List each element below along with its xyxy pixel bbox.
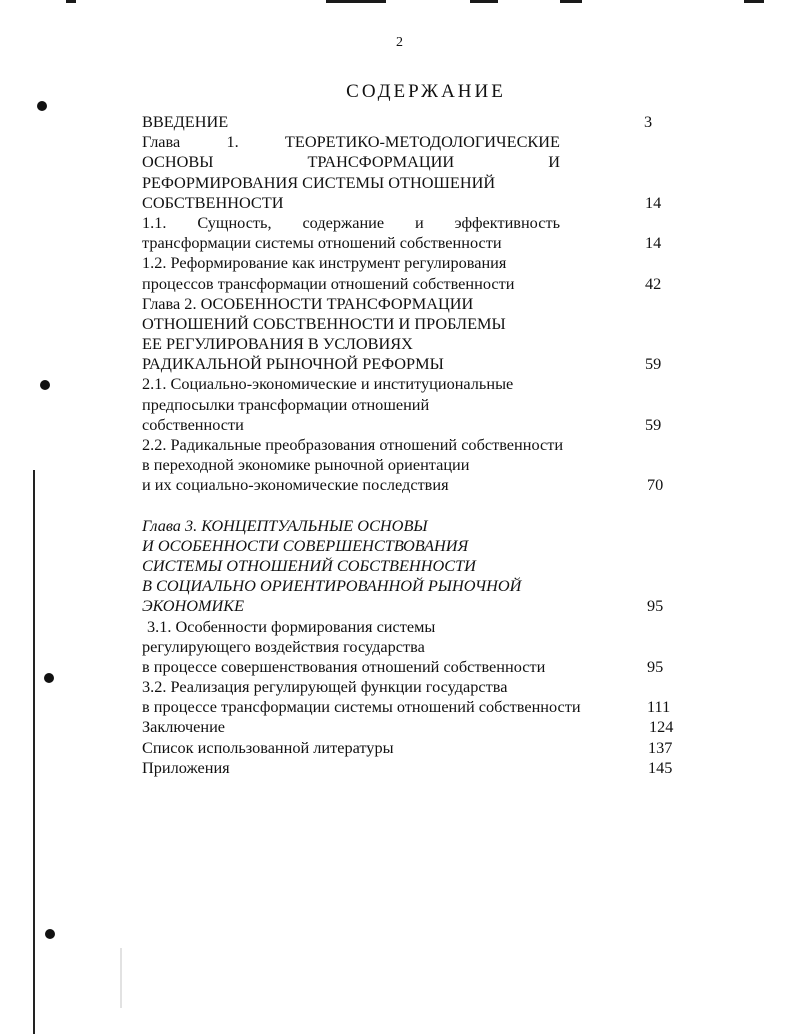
toc-line: СИСТЕМЫ ОТНОШЕНИЙ СОБСТВЕННОСТИ [142,555,476,575]
toc-line: трансформации системы отношений собственности 14 [142,233,662,253]
toc-line: в процессе совершенствования отношений собственности 95 [142,656,664,676]
toc-line: Список использованной литературы 137 [142,737,673,757]
toc-line: И ОСОБЕННОСТИ СОВЕРШЕНСТВОВАНИЯ [142,535,469,555]
scan-artifact-mark [66,0,76,3]
toc-line: Приложения 145 [142,757,673,777]
toc-line: 2.2. Радикальные преобразования отношений собственности [142,435,564,454]
punch-hole-dot [40,380,50,390]
toc-page-number: 111 [647,697,671,717]
punch-hole-dot [45,929,55,939]
section-spacer [142,496,682,516]
toc-page-number: 3 [644,112,653,131]
toc-line: и их социально-экономические последствия 70 [142,475,664,495]
page-title: СОДЕРЖАНИЕ [346,81,506,102]
toc-line: Глава 1. ТЕОРЕТИКО-МЕТОДОЛОГИЧЕСКИЕ [142,132,560,152]
toc-page-number: 124 [649,717,674,737]
toc-page-number: 137 [648,737,673,757]
toc-page-number: 70 [647,475,664,495]
toc-line: 1.2. Реформирование как инструмент регулирования [142,253,507,273]
toc-line: регулирующего воздействия государства [142,636,425,656]
toc-line: 1.1. Сущность, содержание и эффективность [142,212,560,232]
scan-artifact-line [120,948,122,1008]
toc-line: 3.2. Реализация регулирующей функции государства [142,677,508,697]
toc-page-number: 145 [648,757,673,777]
scan-artifact-mark [744,0,764,3]
table-of-contents [142,112,682,778]
toc-line: Глава 2. ОСОБЕННОСТИ ТРАНСФОРМАЦИИ [142,293,474,313]
toc-line: в переходной экономике рыночной ориентации [142,455,470,475]
toc-line: собственности 59 [142,414,662,434]
toc-line: РЕФОРМИРОВАНИЯ СИСТЕМЫ ОТНОШЕНИЙ [142,172,496,192]
toc-line: 3.1. Особенности формирования системы [147,616,436,636]
toc-line: в процессе трансформации системы отношений собственности 111 [142,697,671,717]
toc-line: РАДИКАЛЬНОЙ РЫНОЧНОЙ РЕФОРМЫ 59 [142,354,662,374]
toc-line: Глава 3. КОНЦЕПТУАЛЬНЫЕ ОСНОВЫ [142,515,428,535]
toc-page-number: 59 [645,354,662,374]
toc-line: СОБСТВЕННОСТИ 14 [142,192,662,212]
toc-page-number: 95 [647,596,664,616]
punch-hole-dot [44,673,54,683]
scan-artifact-mark [560,0,582,3]
toc-line: В СОЦИАЛЬНО ОРИЕНТИРОВАННОЙ РЫНОЧНОЙ [142,576,522,596]
toc-line: ЭКОНОМИКЕ 95 [142,596,664,616]
binder-edge-line [33,470,35,1034]
toc-page-number: 95 [647,656,664,676]
toc-line: Заключение 124 [142,717,674,737]
toc-line: процессов трансформации отношений собственности 42 [142,273,662,293]
toc-line: ОТНОШЕНИЙ СОБСТВЕННОСТИ И ПРОБЛЕМЫ [142,313,506,333]
toc-line: 2.1. Социально-экономические и институциональные [142,374,514,394]
toc-page-number: 59 [645,414,662,434]
page-number: 2 [396,35,403,50]
toc-line: предпосылки трансформации отношений [142,394,430,414]
toc-page-number: 42 [645,273,662,293]
toc-line: ЕЕ РЕГУЛИРОВАНИЯ В УСЛОВИЯХ [142,334,413,354]
scan-artifact-mark [470,0,498,3]
toc-line: ОСНОВЫ ТРАНСФОРМАЦИИ И [142,152,560,172]
scan-artifact-mark [326,0,386,3]
toc-page-number: 14 [645,192,662,212]
toc-page-number: 14 [645,233,662,253]
toc-line: ВВЕДЕНИЕ 3 [142,112,653,131]
